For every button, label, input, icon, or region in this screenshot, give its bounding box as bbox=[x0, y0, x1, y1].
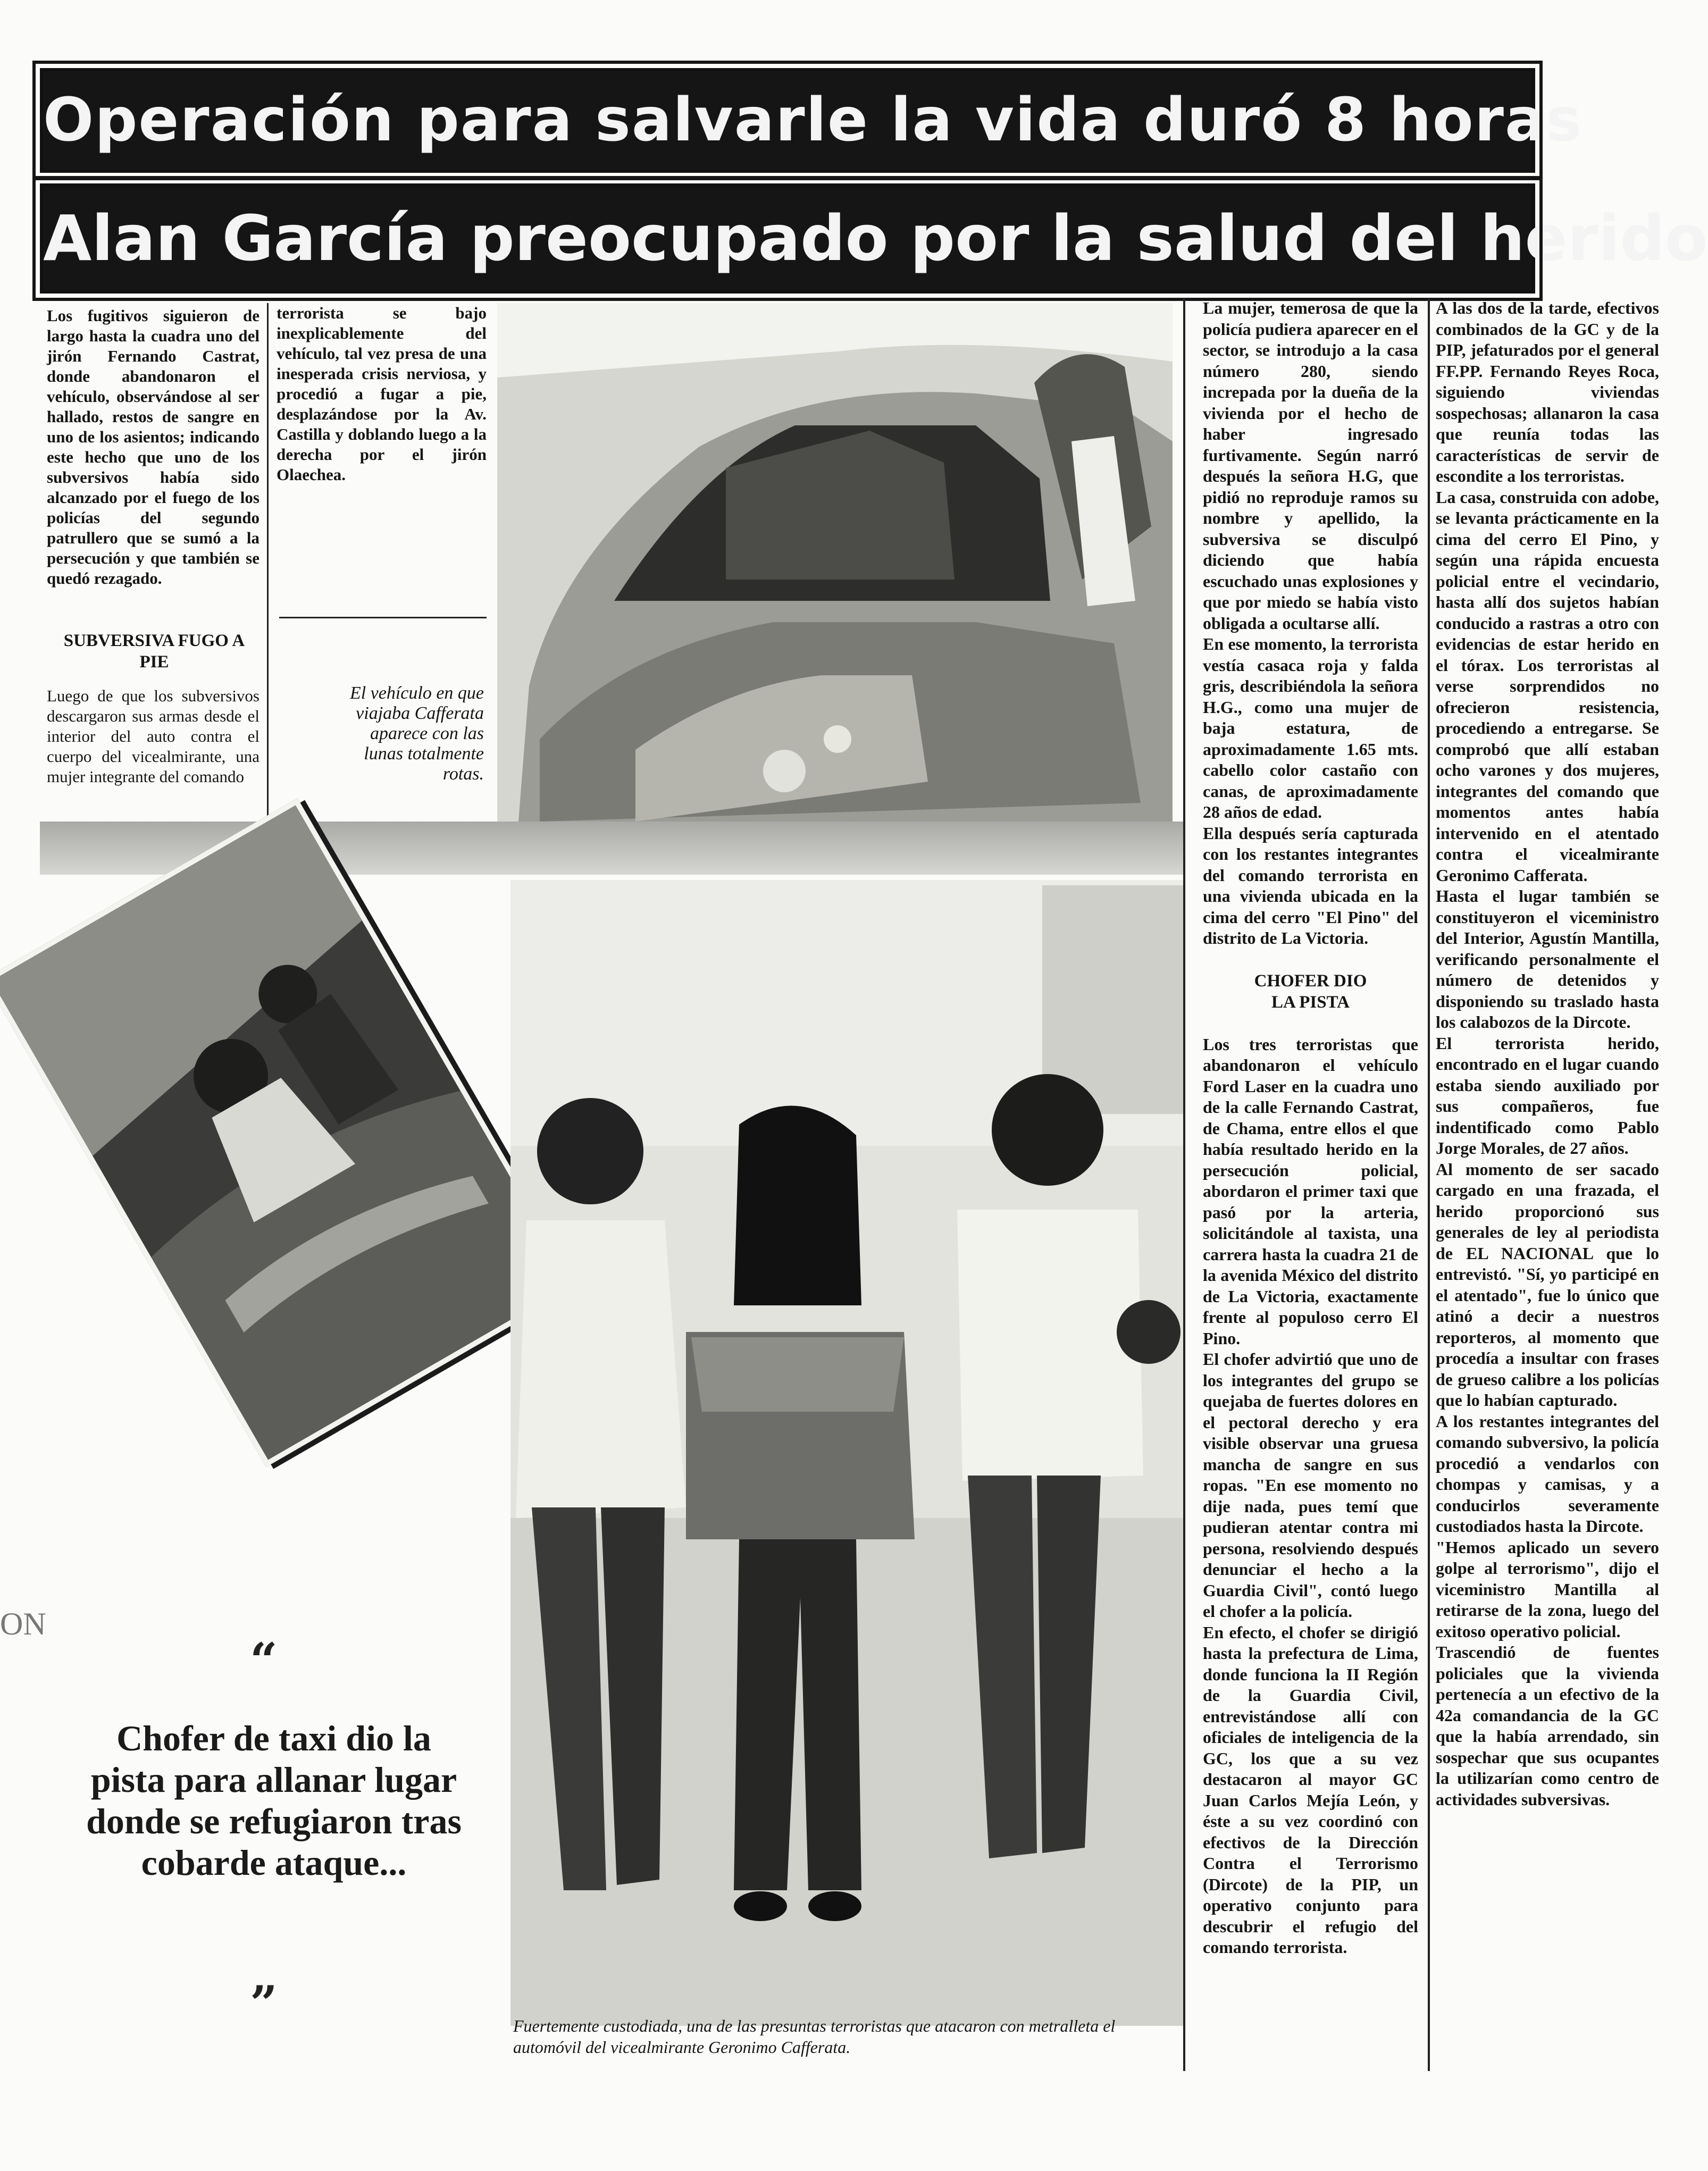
quote-close-mark: ” bbox=[250, 1975, 278, 2032]
headline-top-banner bbox=[40, 68, 1583, 173]
main-photo bbox=[510, 880, 1183, 2026]
headline-main: Alan García preocupado por la salud del herido bbox=[43, 202, 1708, 275]
col3-p4: Los tres terroristas que abandonaron el vehículo Ford Laser en la cuadra uno de la calle Fernando Castrat, de Chama, entre ellos el que había resultado herido en la persecución policial, abordaron el primer taxi que pasó por la arteria, solicitándole al taxista, una carrera hasta la cuadra 21 de la avenida México del distrito de La Victoria, exactamente frente al populoso cerro El Pino. bbox=[1203, 1034, 1418, 1348]
main-photo-image bbox=[510, 880, 1183, 2026]
col3-block-a bbox=[1203, 298, 1418, 1958]
car-photo bbox=[497, 303, 1173, 822]
col4-p5: Al momento de ser sacado cargado en una frazada, el herido proporcionó sus generales de ley al periodista de EL NACIONAL que lo entrevistó. "Sí, yo participé en el atentado", fue lo único que atinó a decir a nuestros reporteros, al momento que procedía a insultar con frases de grueso calibre a los policías que lo habían capturado. bbox=[1436, 1159, 1659, 1410]
col4-p7: "Hemos aplicado un severo golpe al terrorismo", dijo el viceministro Mantilla al retirarse de la zona, luego del exitoso operativo policial. bbox=[1436, 1537, 1659, 1641]
headline-main-banner bbox=[40, 183, 1708, 294]
col3-left-rule bbox=[1183, 298, 1185, 2071]
pullquote-text: Chofer de taxi dio la pista para allanar lugar donde se refugiaron tras cobarde ataque... bbox=[86, 1718, 462, 1883]
col3-p3: Ella después sería capturada con los restantes integrantes del comando terrorista en una vivienda ubicada en la cima del cerro "El Pino" del distrito de La Victoria. bbox=[1203, 823, 1418, 948]
col3-p2: En ese momento, la terrorista vestía casaca roja y falda gris, describiéndola la señora H.G., como una mujer de baja estatura, de aproximadamente 1.65 mts. cabello color castaño con canas, de aproximadamente 28 años de edad. bbox=[1203, 634, 1418, 822]
col3-p6: En efecto, el chofer se dirigió hasta la prefectura de Lima, donde funciona la II Región de la Guardia Civil, entrevistándose allí con oficiales de inteligencia de la GC, los que a su vez destacaron al mayor GC Juan Carlos Mejía León, y éste a su vez coordinó con efectivos de la Dirección Contra el Terrorismo (Dircote) de la PIP, un operativo conjunto para descubrir el refugio del comando terrorista. bbox=[1203, 1622, 1418, 1957]
col4-p4: El terrorista herido, encontrado en el lugar cuando estaba siendo auxiliado por sus compañeros, fue indentificado como Pablo Jorge Morales, de 27 años. bbox=[1436, 1033, 1659, 1158]
col1-body: Luego de que los subversivos descargaron sus armas desde el interior del auto contra el cuerpo del vicealmirante, una mujer integrante del comando bbox=[47, 686, 259, 786]
quote-open-mark: “ bbox=[250, 1632, 278, 1689]
col1-subhead: SUBVERSIVA FUGO A PIE bbox=[63, 631, 245, 672]
col1-rule bbox=[267, 303, 269, 819]
wounded-photo-image bbox=[0, 806, 572, 1460]
wounded-photo bbox=[0, 798, 579, 1467]
col4-p3: Hasta el lugar también se constituyeron el viceministro del Interior, Agustín Mantilla, verificando personalmente el número de detenidos y disponiendo su traslado hasta los calabozos de la Dircote. bbox=[1436, 886, 1659, 1032]
col4-p8: Trascendió de fuentes policiales que la vivienda pertenecía a un efectivo de la 42a comandancia de la GC que la había arrendado, sin sospechar que sus ocupantes la utilizarían como centro de actividades subversivas. bbox=[1436, 1642, 1659, 1809]
caption-car: El vehículo en que viajaba Cafferata aparece con las lunas totalmente rotas. bbox=[349, 683, 484, 784]
edge-fragment: ON bbox=[0, 1606, 46, 1641]
headline-top: Operación para salvarle la vida duró 8 horas bbox=[43, 86, 1583, 155]
col4-p6: A los restantes integrantes del comando subversivo, la policía procedió a vendarlos con chompas y camisas, y a conducirlos severamente custodiados hasta la Dircote. bbox=[1436, 1411, 1659, 1536]
col3-subhead: CHOFER DIO LA PISTA bbox=[1254, 971, 1367, 1012]
caption-main: Fuertemente custodiada, una de las presuntas terroristas que atacaron con metralleta el automóvil del vicealmirante Geronimo Cafferata. bbox=[513, 2016, 1116, 2057]
col3-p5: El chofer advirtió que uno de los integrantes del grupo se quejaba de fuertes dolores en el pectoral derecho y era visible observar una gruesa mancha de sangre en sus ropas. "En ese momento no dije nada, pues temí que pudieran atentar contra mi persona, resolviendo después denunciar el hecho a la Guardia Civil", contó luego el chofer a la policía. bbox=[1203, 1349, 1418, 1621]
col1-lead: Los fugitivos siguieron de largo hasta la cuadra uno del jirón Fernando Castrat, donde abandonaron el vehículo, observándose al ser hallado, restos de sangre en uno de los asientos; indicando este hecho que uno de los subversivos había sido alcanzado por el fuego de los policías del segundo patrullero que se sumó a la persecución y que también se quedó rezagado. bbox=[47, 306, 259, 588]
col2-rule bbox=[279, 617, 487, 618]
col3-right-rule bbox=[1428, 298, 1430, 2071]
col4-block bbox=[1436, 298, 1659, 1810]
col4-p1: A las dos de la tarde, efectivos combinados de la GC y de la PIP, jefaturados por el general FF.PP. Fernando Reyes Roca, siguiendo viviendas sospechosas; allanaron la casa que reunía todas las características de servir de escondite a los terroristas. bbox=[1436, 298, 1659, 485]
car-photo-image bbox=[497, 303, 1173, 822]
col3-p1: La mujer, temerosa de que la policía pudiera aparecer en el sector, se introdujo a la casa número 280, siendo increpada por la dueña de la vivienda por el hecho de haber ingresado furtivamente. Según narró después la señora H.G, que pidió no reproduje ramos su nombre y apellido, la subversiva se disculpó diciendo que había escuchado unas explosiones y que por miedo se había visto obligada a ocultarse allí. bbox=[1203, 298, 1418, 633]
col2-body: terrorista se bajo inexplicablemente del vehículo, tal vez presa de una inesperada crisis nerviosa, y procedió a fugar a pie, desplazándose por la Av. Castilla y doblando luego a la derecha por el jirón Olaechea. bbox=[277, 304, 487, 484]
col4-p2: La casa, construida con adobe, se levanta prácticamente en la cima del cerro El Pino, y según una rápida encuesta policial entre el vecindario, hasta allí dos sujetos habían conducido a rastras a otro con evidencias de estar herido en el tórax. Los terroristas al verse sorprendidos no ofrecieron resistencia, procediendo a entregarse. Se comprobó que allí estaban ocho varones y dos mujeres, integrantes del comando que momentos antes había intervenido en el atentado contra el vicealmirante Geronimo Cafferata. bbox=[1436, 487, 1659, 885]
